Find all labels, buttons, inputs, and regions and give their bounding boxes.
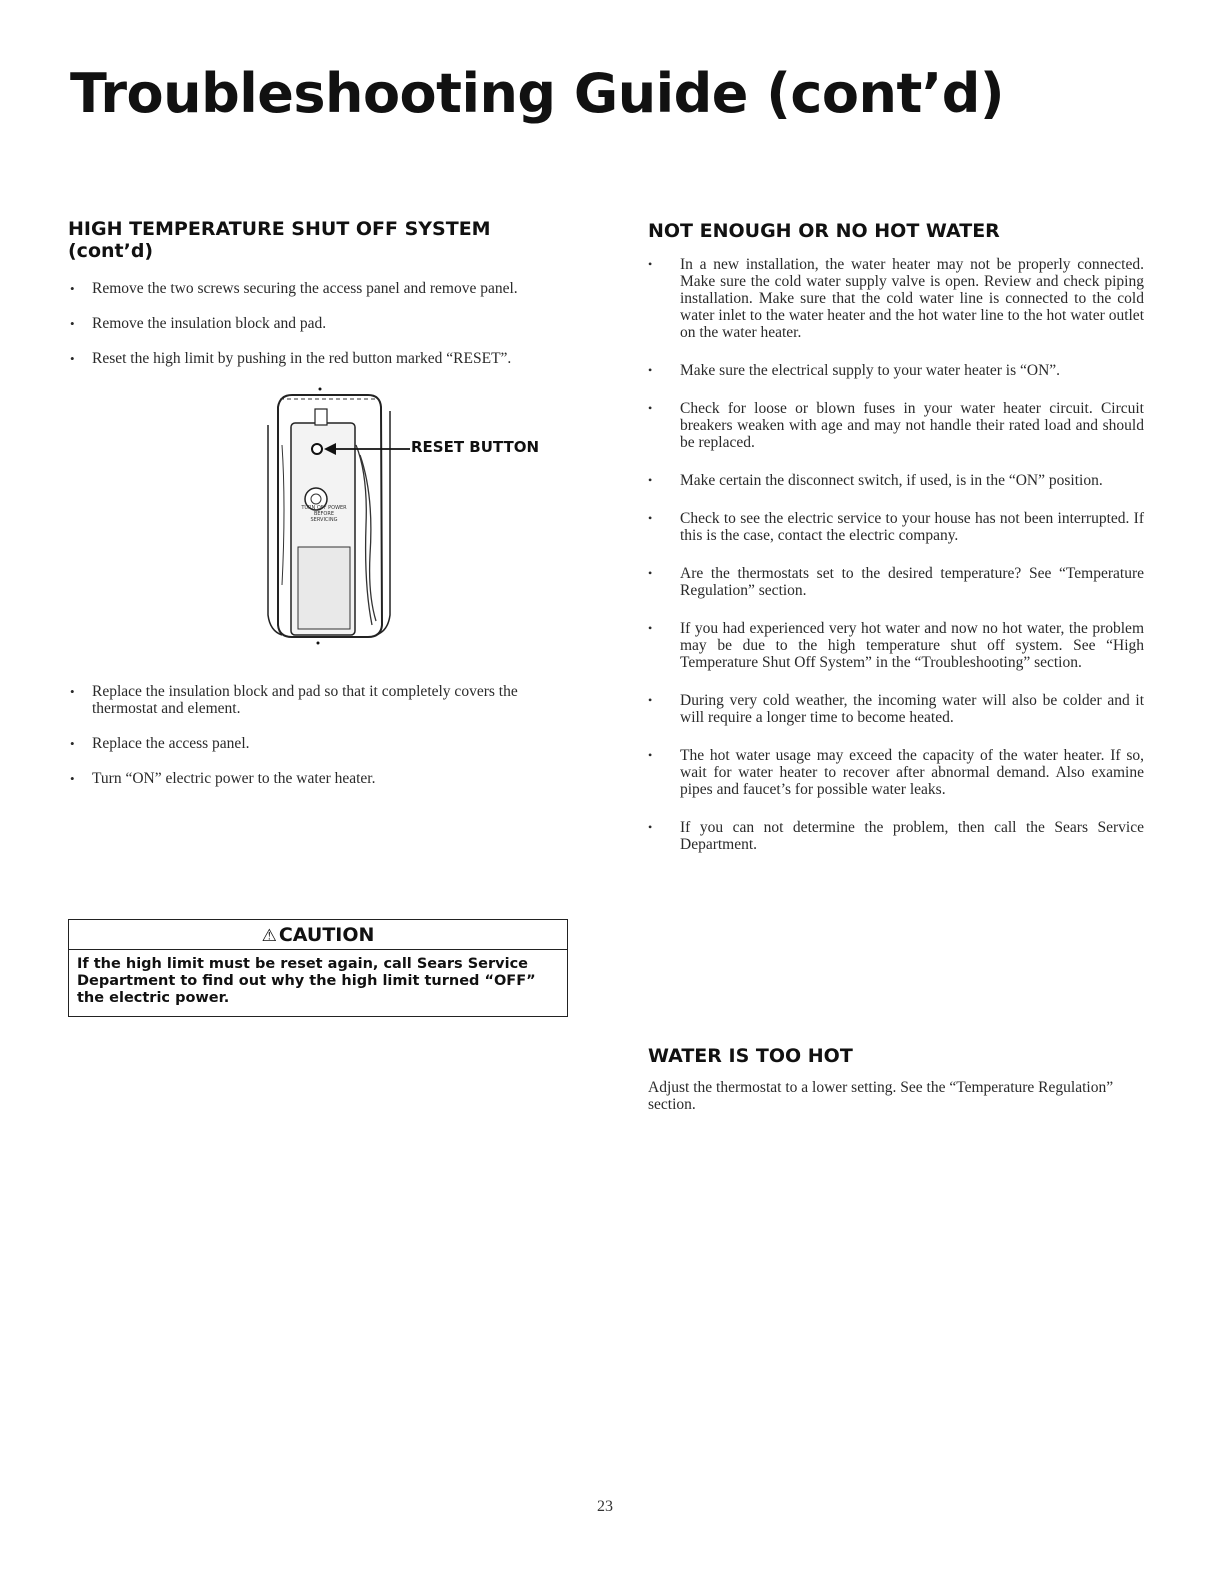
warning-icon: ⚠ xyxy=(261,926,277,946)
list-item: • Check for loose or blown fuses in your water heater circuit. Circuit breakers weaken with age and may not handle their rated load and should be replaced. xyxy=(648,400,1144,451)
heading-line-2: (cont’d) xyxy=(68,240,154,262)
list-item: • In a new installation, the water heater may not be properly connected. Make sure the cold water supply valve is open. Review and check piping installation. Make sure that the cold water line is connected to the cold water inlet to the water heater and the hot water line to the hot water outlet on the water heater. xyxy=(648,256,1144,341)
caution-box xyxy=(68,919,568,1017)
list-item: • During very cold weather, the incoming water will also be colder and it will require a longer time to become heated. xyxy=(648,692,1144,726)
bullet-list-before xyxy=(68,280,571,367)
list-item: • Reset the high limit by pushing in the red button marked “RESET”. xyxy=(68,350,571,367)
diagram-label-text: TURN OFF POWER BEFORE SERVICING xyxy=(301,505,347,523)
left-column xyxy=(68,218,571,805)
list-item: • Replace the access panel. xyxy=(68,735,571,752)
list-item: • If you can not determine the problem, then call the Sears Service Department. xyxy=(648,819,1144,853)
list-item: • The hot water usage may exceed the capacity of the water heater. If so, wait for water heater to recover after abnormal demand. Also examine pipes and faucet’s for possible water leaks. xyxy=(648,747,1144,798)
caution-text: If the high limit must be reset again, call Sears Service Department to find out why the high limit turned “OFF” the electric power. xyxy=(77,956,536,1006)
list-item: • Make sure the electrical supply to your water heater is “ON”. xyxy=(648,362,1144,379)
right-column xyxy=(648,220,1144,874)
caution-header xyxy=(69,924,567,946)
page-number: 23 xyxy=(597,1498,613,1515)
no-hot-water-list xyxy=(648,256,1144,853)
page-title: Troubleshooting Guide (cont’d) xyxy=(70,62,1005,125)
bullet-list-after xyxy=(68,683,571,787)
list-item: • Remove the insulation block and pad. xyxy=(68,315,571,332)
list-item: • Are the thermostats set to the desired temperature? See “Temperature Regulation” section. xyxy=(648,565,1144,599)
reset-button-callout: RESET BUTTON xyxy=(411,438,540,456)
high-temp-heading xyxy=(68,218,571,262)
list-item: • Turn “ON” electric power to the water heater. xyxy=(68,770,571,787)
list-item: • Remove the two screws securing the access panel and remove panel. xyxy=(68,280,571,297)
list-item: • Check to see the electric service to your house has not been interrupted. If this is the case, contact the electric company. xyxy=(648,510,1144,544)
no-hot-water-heading: NOT ENOUGH OR NO HOT WATER xyxy=(648,220,1000,242)
heading-line-1: HIGH TEMPERATURE SHUT OFF SYSTEM xyxy=(68,218,491,240)
list-item: • Replace the insulation block and pad so that it completely covers the thermostat and element. xyxy=(68,683,571,717)
water-too-hot-heading: WATER IS TOO HOT xyxy=(648,1045,853,1067)
thermostat-diagram xyxy=(68,385,571,647)
caution-title: CAUTION xyxy=(278,924,375,946)
list-item: • Make certain the disconnect switch, if used, is in the “ON” position. xyxy=(648,472,1144,489)
list-item: • If you had experienced very hot water and now no hot water, the problem may be due to the high temperature shut off system. See “High Temperature Shut Off System” in the “Troubleshooting” section. xyxy=(648,620,1144,671)
water-too-hot-section xyxy=(648,1045,1144,1113)
water-too-hot-text: Adjust the thermostat to a lower setting. See the “Temperature Regulation” section. xyxy=(648,1079,1114,1113)
